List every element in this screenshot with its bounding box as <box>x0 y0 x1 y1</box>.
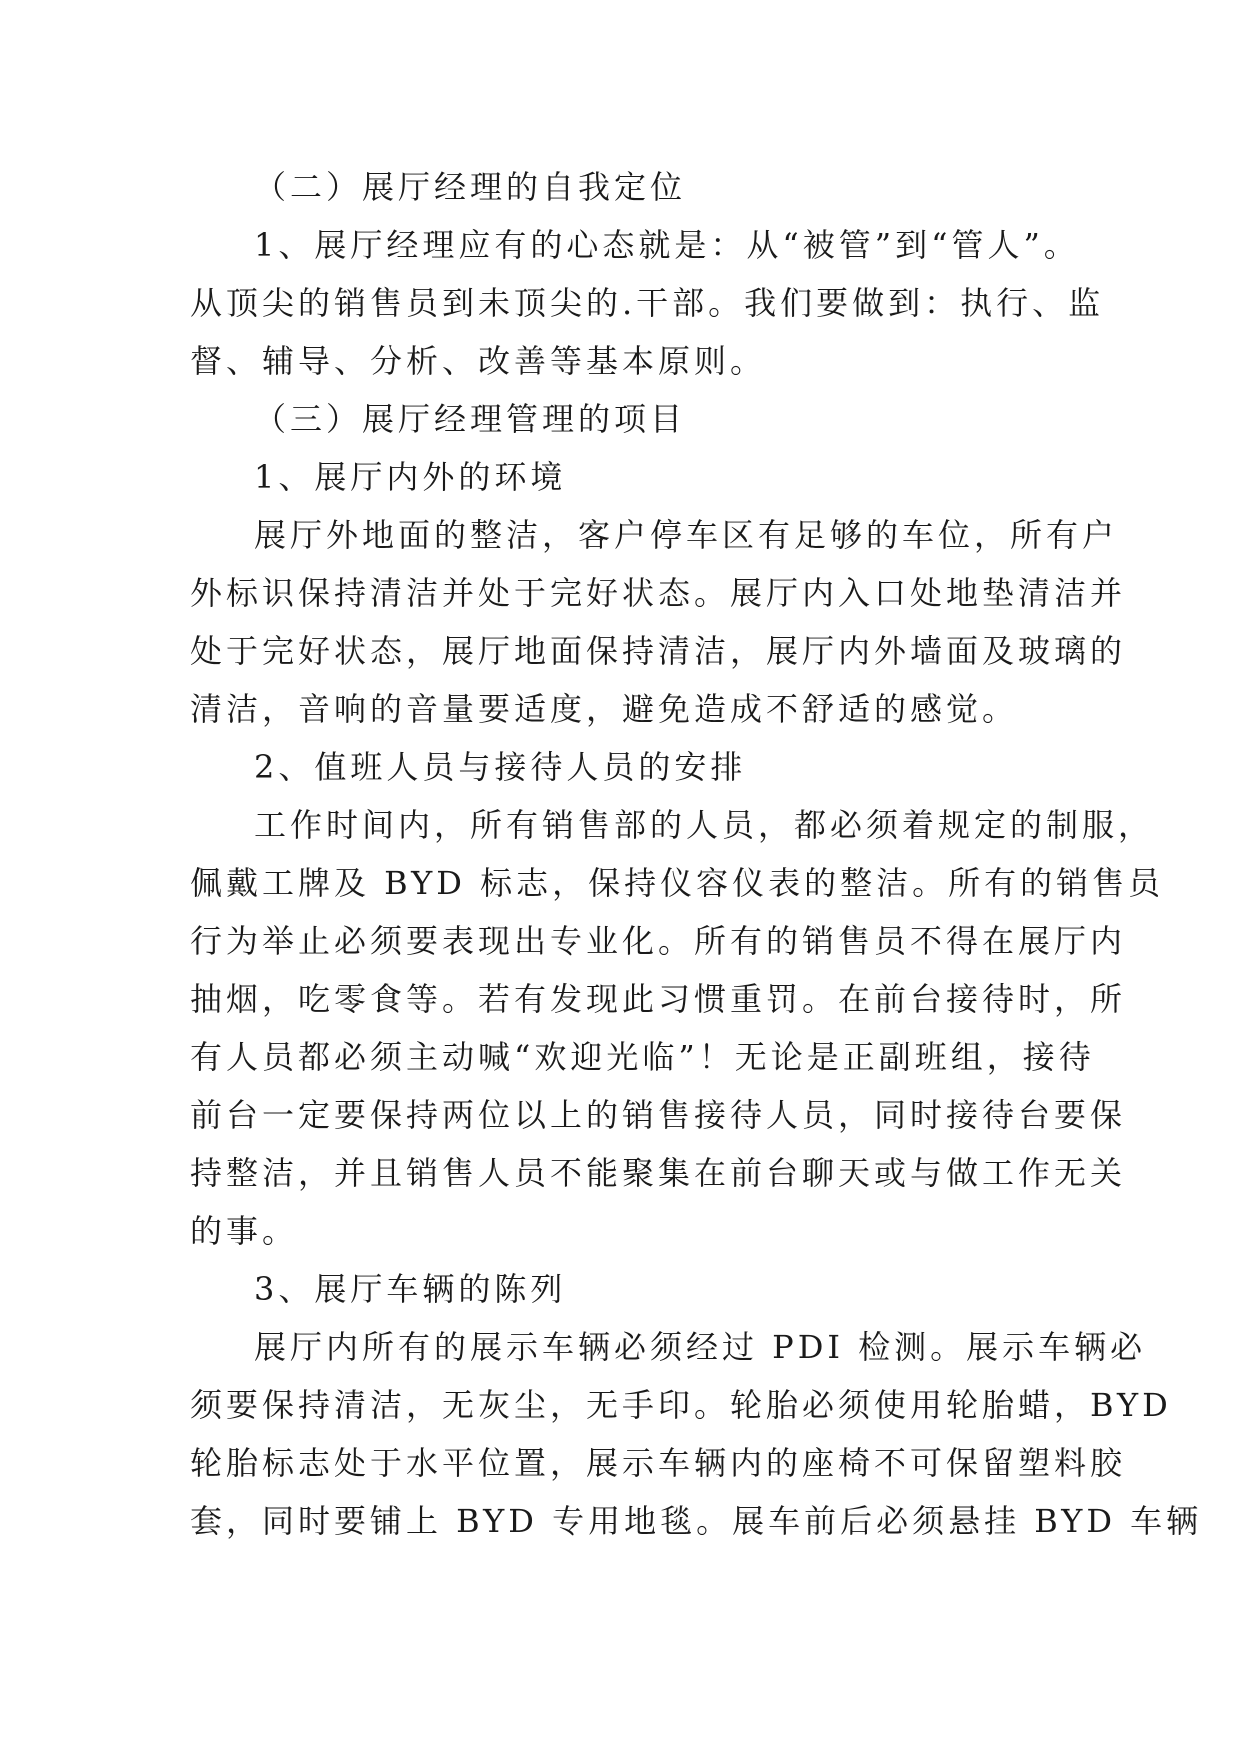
paragraph-line: 外标识保持清洁并处于完好状态。展厅内入口处地垫清洁并 <box>190 574 1127 612</box>
subheading-environment: 1、展厅内外的环境 <box>254 458 567 496</box>
paragraph-line: 套，同时要铺上 BYD 专用地毯。展车前后必须悬挂 BYD 车辆 <box>190 1502 1203 1540</box>
paragraph-line: 工作时间内，所有销售部的人员，都必须着规定的制服， <box>254 806 1155 844</box>
paragraph-line: 1、展厅经理应有的心态就是：从“被管”到“管人”。 <box>254 226 1080 264</box>
section-heading-3: （三）展厅经理管理的项目 <box>254 400 687 438</box>
paragraph-line: 佩戴工牌及 BYD 标志，保持仪容仪表的整洁。所有的销售员 <box>190 864 1165 902</box>
paragraph-line: 展厅内所有的展示车辆必须经过 PDI 检测。展示车辆必 <box>254 1328 1147 1366</box>
paragraph-line: 的事。 <box>190 1212 299 1250</box>
paragraph-line: 前台一定要保持两位以上的销售接待人员，同时接待台要保 <box>190 1096 1127 1134</box>
document-body <box>190 158 1203 1550</box>
paragraph-line: 清洁，音响的音量要适度，避免造成不舒适的感觉。 <box>190 690 1019 728</box>
paragraph-line: 行为举止必须要表现出专业化。所有的销售员不得在展厅内 <box>190 922 1127 960</box>
paragraph-line: 抽烟，吃零食等。若有发现此习惯重罚。在前台接待时，所 <box>190 980 1127 1018</box>
paragraph-line: 从顶尖的销售员到未顶尖的.干部。我们要做到：执行、监 <box>190 284 1105 322</box>
paragraph-line: 督、辅导、分析、改善等基本原则。 <box>190 342 767 380</box>
paragraph-line: 展厅外地面的整洁，客户停车区有足够的车位，所有户 <box>254 516 1119 554</box>
paragraph-line: 轮胎标志处于水平位置，展示车辆内的座椅不可保留塑料胶 <box>190 1444 1127 1482</box>
subheading-vehicle-display: 3、展厅车辆的陈列 <box>254 1270 567 1308</box>
paragraph-line: 须要保持清洁，无灰尘，无手印。轮胎必须使用轮胎蜡，BYD <box>190 1386 1172 1424</box>
paragraph-line: 持整洁，并且销售人员不能聚集在前台聊天或与做工作无关 <box>190 1154 1127 1192</box>
paragraph-line: 处于完好状态，展厅地面保持清洁，展厅内外墙面及玻璃的 <box>190 632 1127 670</box>
section-heading-2: （二）展厅经理的自我定位 <box>254 168 687 206</box>
subheading-staffing: 2、值班人员与接待人员的安排 <box>254 748 747 786</box>
paragraph-line: 有人员都必须主动喊“欢迎光临”！无论是正副班组，接待 <box>190 1038 1095 1076</box>
